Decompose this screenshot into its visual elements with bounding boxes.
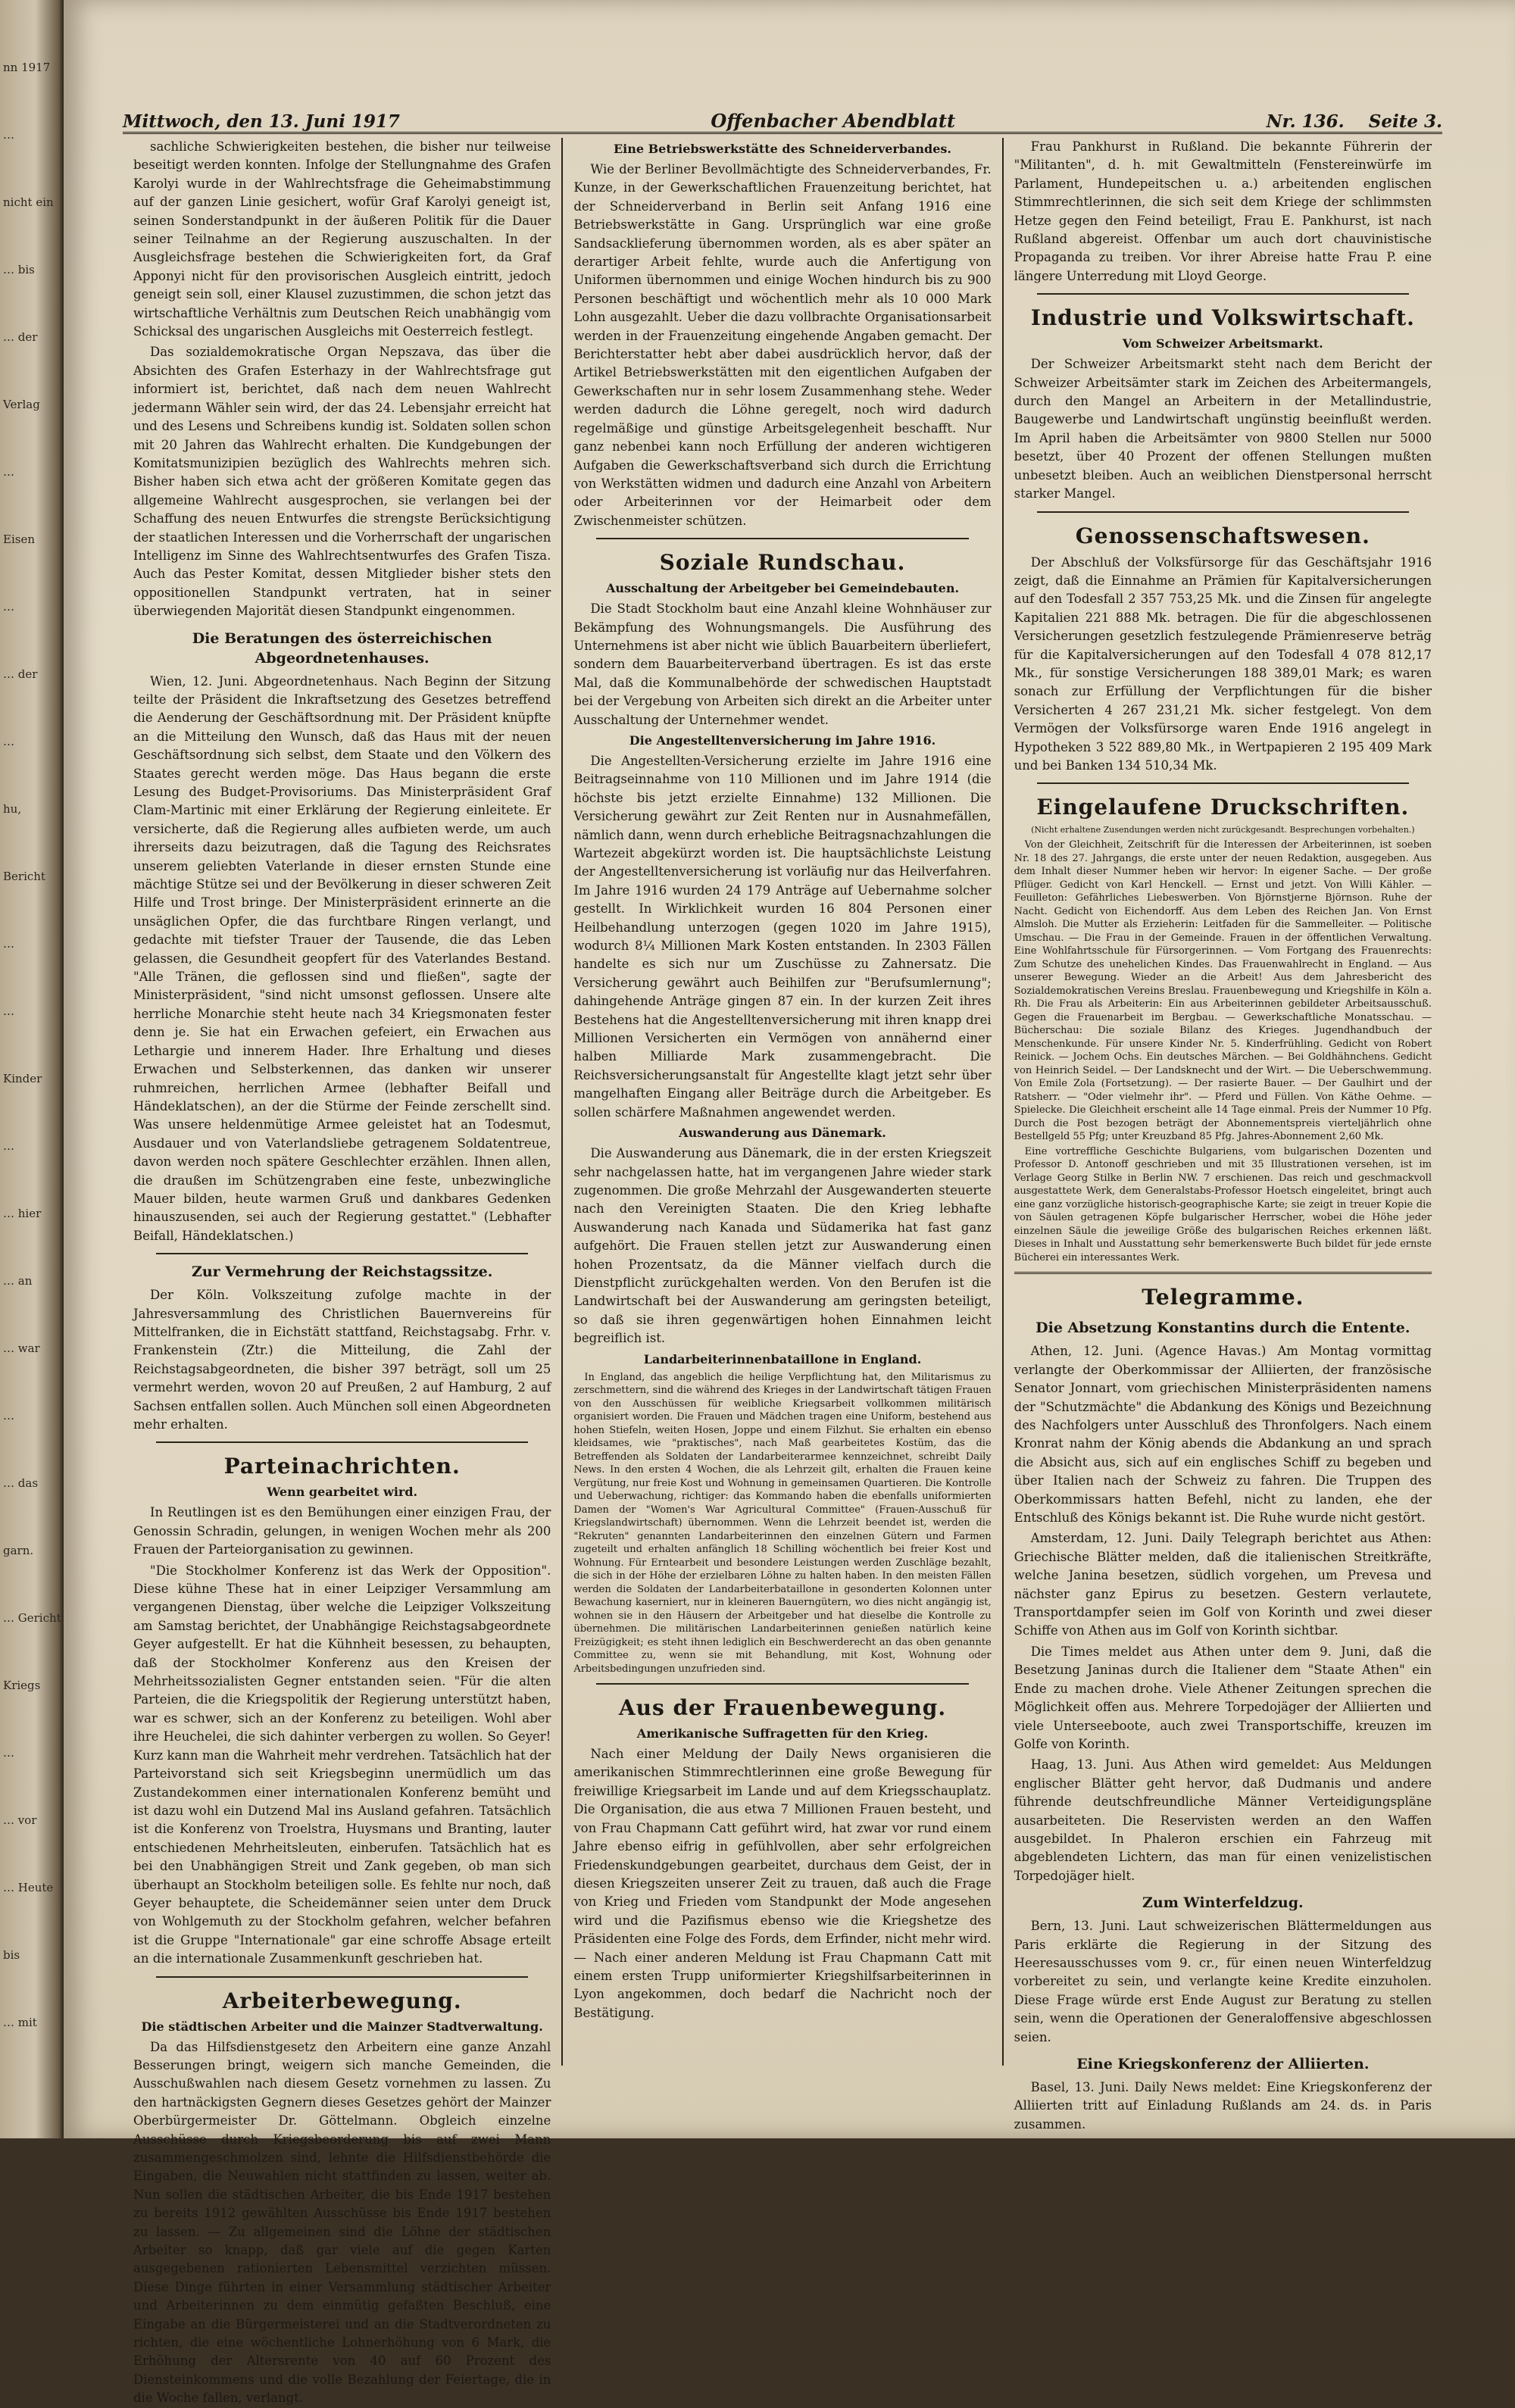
section-headline: Parteinachrichten. [223,1454,461,1479]
article-text: Eine vortreffliche Geschichte Bulgariens, vom bulgarischen Dozenten und Professor D. Antonoff geschrieben und mit 35 Illustrationen versehen, ist im Verlage Georg Stilke in Berlin NW. 7 erschienen. Das reich und geschmackvoll ausgestattete Werk, dem Generalstabs-Professor Hoetsch eingeleitet, bringt auch eine ganz vorzügliche historisch-geographische Karte; sie zeigt in treuer Kopie die von Säulen getragenen Köpfe bulgarischer Herrscher, wobei die Höhe jeder einzelnen Säule die jeweilige Größe des bulgarischen Reiches erkennen läßt. Dieses in Inhalt und Ausstattung sehr bemerkenswerte Buch bildet für jede ernste Bücherei ein interessantes Werk. [1014,1145,1432,1263]
article-text: sachliche Schwierigkeiten bestehen, die bisher nur teilweise beseitigt werden konnten. Infolge der Stellungnahme des Grafen Karolyi wurde in der Wahlrechtsfrage die Geheimabstimmung auf der ganzen Linie gesichert, wofür Graf Karolyi geneigt ist, seinen Sonderstandpunkt in der äußeren Politik für die Dauer seiner Teilnahme an der Regierung auszuschalten. In der Ausgleichsfrage bestehen die Schwierigkeiten fort, da Graf Apponyi nicht für den provisorischen Ausgleich eintritt, jedoch geneigt sein soll, einer Klausel zuzustimmen, die schon jetzt das wirtschaftliche Verhältnis zum Deutschen Reich unabhängig vom Schicksal des ungarischen Ausgleichs mit Oesterreich festlegt. [133,139,551,339]
columns [123,138,1442,2406]
article-text: Frau Pankhurst in Rußland. Die bekannte Führerin der "Militanten", d. h. mit Gewaltmitteln (Fenstereinwürfe im Parlament, Hundepeitschen u. a.) arbeitenden englischen Stimmrechtlerinnen, die sich seit dem Kriege der schlimmsten Hetze gegen den Feind beteiligt, Frau E. Pankhurst, ist nach Rußland abgereist. Offenbar um auch dort chauvinistische Propaganda zu treiben. Vor ihrer Abreise hatte Frau P. eine längere Unterredung mit Lloyd George. [1014,139,1432,283]
article-text: Der Schweizer Arbeitsmarkt steht nach dem Bericht der Schweizer Arbeitsämter stark im Zeichen des Arbeitermangels, durch den Mangel an Arbeitern in der Metallindustrie, Baugewerbe und Landwirtschaft ungünstig beeinflußt werden. Im April haben die Arbeitsämter von 9800 Stellen nur 5000 besetzt, über 40 Prozent der offenen Stellungen mußten unbesetzt bleiben. Auch an weiblichen Dienstpersonal herrscht starker Mangel. [1014,357,1432,501]
article-text: Die Angestellten-Versicherung erzielte im Jahre 1916 eine Beitragseinnahme von 110 Millionen und im Jahre 1914 (die höchste bis jetzt erzielte Einnahme) 132 Millionen. Die Versicherung gewährt zur Zeit Renten nur in Ausnahmefällen, nämlich dann, wenn durch erhebliche Beitragsnachzahlungen die Wartezeit abgekürzt worden ist. Die hauptsächlichste Leistung der Angestelltenversicherung ist vorläufig nur das Heilverfahren. Im Jahre 1916 wurden 24 179 Anträge auf Uebernahme solcher gestellt. In Wirklichkeit wurden 16 804 Personen einer Heilbehandlung unterzogen (gegen 1020 im Jahre 1915), wodurch 8¼ Millionen Mark Kosten entstanden. In 2303 Fällen handelte es sich nur um Zuschüsse zu Zahnersatz. Die Versicherung gewährt auch Beihilfen zur "Berufsumlernung"; dahingehende Anträge gingen 87 ein. In der kurzen Zeit ihres Bestehens hat die Angestelltenversicherung mit ihren knapp drei Millionen Versicherten ein Vermögen von annähernd einer halben Milliarde Mark zusammengebracht. Die Reichsversicherungsanstalt für Angestellte klagt jetzt sehr über mangelhaften Eingang aller Beiträge durch die Arbeitgeber. Es sollen schärfere Maßnahmen angewendet werden. [573,753,992,1120]
section-headline: Industrie und Volkswirtschaft. [1030,305,1415,331]
margin-fragment: … [3,937,14,951]
margin-fragment: … Gericht [3,1611,61,1625]
column-3 [1004,138,1442,2132]
margin-fragment: … das [3,1476,39,1490]
margin-fragment: hu, [3,802,22,816]
margin-fragment: nn 1917 [3,61,51,74]
margin-fragment: … [3,465,14,479]
article-text: In Reutlingen ist es den Bemühungen einer einzigen Frau, der Genossin Schradin, gelungen, in wenigen Wochen mehr als 200 Frauen der Parteiorganisation zu gewinnen. [133,1505,551,1557]
article-text: Basel, 13. Juni. Daily News meldet: Eine Kriegskonferenz der Alliierten tritt auf Einladung Rußlands am 24. ds. in Paris zusammen. [1014,2080,1432,2132]
margin-fragment: … [3,1409,14,1423]
header-date: Mittwoch, den 13. Juni 1917 [123,111,400,132]
article-text: Da das Hilfsdienstgesetz den Arbeitern eine ganze Anzahl Besserungen bringt, weigern sich manche Gemeinden, die Ausschußwahlen nach diesem Gesetz vornehmen zu lassen. Zu den hartnäckigsten Gegnern dieses Gesetzes gehört der Mainzer Oberbürgermeister Dr. Göttelmann. Obgleich einzelne Ausschüsse durch Kriegsbeorderung bis auf zwei Mann zusammengeschmolzen sind, lehnte die Hilfsdienstbehörde die Eingaben, die Neuwahlen nicht stattfinden zu lassen, weiter ab. Nun sollen die städtischen Arbeiter, die bis Ende 1917 bestehen zu bereits 1912 gewählten Ausschüsse bis Ende 1917 bestehen zu lassen. — Zu allgemeinen sind die Löhne der städtischen Arbeiter so knapp, daß gar viele auf die gegen Karten ausgegebenen rationierten Lebensmittel verzichten müssen. Diese Dinge führten in einer Versammlung städtischer Arbeiter und Arbeiterinnen zu dem einmütig gefaßten Beschluß, eine Eingabe an die Bürgermeisterei und an die Stadtverordneten zu richten, die eine wöchentliche Lohnerhöhung von 6 Mark, die Erhöhung der Altersrente von 40 auf 60 Prozent des Diensteinkommens und die volle Bezahlung der Feiertage, die in die Woche fallen, verlangt. [133,2039,551,2406]
article-text: Amsterdam, 12. Juni. Daily Telegraph berichtet aus Athen: Griechische Blätter melden, daß die italienischen Streitkräfte, welche Janina besetzen, südlich vorgehen, um Prevesa und nächster ganz Epirus zu besetzen. Gestern verlautete, Transportdampfer seien im Golf von Korinth und zwei dieser Schiffe von Athen aus im Golf von Korinth sichtbar. [1014,1531,1432,1638]
column-1 [123,138,563,2406]
article-text: In England, das angeblich die heilige Verpflichtung hat, den Militarismus zu zerschmettern, sind die während des Krieges in der Landwirtschaft tätigen Frauen von den Ausschüssen für weibliche Kriegsarbeit vollkommen militärisch organisiert worden. Die Frauen und Mädchen tragen eine Uniform, bestehend aus hohen Stiefeln, weiten Hosen, Joppe und einem Filzhut. Sie erhalten ein ebenso kleidsames, wie "praktisches", nach Maß gearbeitetes Kostüm, das die Betreffenden als Soldaten der Landarbeiterarmee kennzeichnet, schreibt Daily News. In den ersten 4 Wochen, die als Lehrzeit gilt, erhalten die Frauen keine Vergütung, nur freie Kost und Wohnung in gemeinsamen Quartieren. Die Kontrolle und Ueberwachung, richtiger: das Kommando haben die ebenfalls uniformierten Damen der "Women's War Agricultural Committee" (Frauen-Ausschuß für Kriegslandwirtschaft) übernommen. Wenn die Lehrzeit beendet ist, werden die "Rekruten" genannten Landarbeiterinnen den einzelnen Gütern und Farmen zugeteilt und erhalten anfänglich 18 Schilling wöchentlich bei freier Kost und Wohnung. Für Erntearbeit und besondere Leistungen werden Zuschläge bezahlt, die sich in der Höhe der erzielbaren Löhne zu halten haben. In den meisten Fällen werden die Soldaten der Landarbeiterbataillone in gesonderten Kolonnen unter Bewachung kaserniert, nur in kleineren Bauerngütern, wo dies nicht angängig ist, wohnen sie in den Häusern der Arbeitgeber und hat dieselbe die Kontrolle zu übernehmen. Die militärischen Landarbeiterinnen genießen natürlich keine Freizügigkeit; es steht ihnen lediglich ein Beschwerderecht an das oben genannte Committee zu, wenn sie mit Behandlung, mit Kost, Wohnung oder Arbeitsbedingungen unzufrieden sind. [573,1371,992,1675]
margin-fragment: Verlag [3,398,40,411]
article-subheadline: Wenn gearbeitet wird. [267,1485,418,1500]
article-headline: Landarbeiterinnenbataillone in England. [643,1351,922,1366]
article-subheadline: Vom Schweizer Arbeitsmarkt. [1122,336,1323,351]
section-headline: Aus der Frauenbewegung. [618,1695,947,1721]
margin-fragment: nicht ein [3,195,54,209]
article-text: "Die Stockholmer Konferenz ist das Werk der Opposition". Diese kühne These hat in einer Leipziger Versammlung am vergangenen Dienstag, über welche die Leipziger Volkszeitung am Samstag berichtet, der Unabhängige Reichstagsabgeordnete Geyer aufgestellt. Er hat die Kühnheit besessen, zu behaupten, daß der Stockholmer Konferenz aus den Kreisen der Mehrheitssozialisten Gegner entstanden seien. "Für die alten Parteien, die die Kriegspolitik der Regierung unterstützt haben, war es schwer, sich an der Konferenz zu beteiligen. Wohl aber ihre Heuchelei, die sich dahinter verbergen zu wollen. So Geyer! Kurz kann man die Wahrheit mehr verdrehen. Tatsächlich hat der Parteivorstand sich seit Kriegsbeginn unermüdlich um das Zustandekommen einer internationalen Konferenz bemüht und ist dazu wohl ein Dutzend Mal ins Ausland gefahren. Tatsächlich ist die Konferenz von Troelstra, Huysmans und Branting, lauter entschiedenen Mehrheitsleuten, einberufen. Tatsächlich hat es bei den Unabhängigen Streit und Zank gegeben, ob man sich überhaupt an Stockholm beteiligen solle. Es fehlte nur noch, daß Geyer behauptete, die Scheidemänner seien unter dem Druck von Wohlgemuth zu der Stockholm gefahren, welcher befahren ist die Gruppe "Internationale" gar eine schroffe Absage erteilt an die internationale Zusammenkunft geschrieben hat. [133,1563,551,1966]
margin-fragment: … der [3,667,38,681]
margin-fragment: … [3,1004,14,1018]
header-page: Seite 3. [1368,111,1442,132]
section-note: (Nicht erhaltene Zusendungen werden nicht zurückgesandt. Besprechungen vorbehalten.) [1031,825,1415,835]
divider [596,538,968,539]
header-paper-title: Offenbacher Abendblatt [711,110,956,132]
adjacent-page-margin [0,0,64,2138]
margin-fragment: … [3,1746,14,1760]
margin-fragment: Kriegs [3,1679,41,1692]
divider [1014,1272,1432,1274]
article-text: Wie der Berliner Bevollmächtigte des Schneiderverbandes, Fr. Kunze, in der Gewerkschaftlichen Frauenzeitung berichtet, hat der Schneiderverband in Berlin seit Anfang 1916 eine Betriebswerkstätte in Gang. Ursprünglich war eine große Sandsacklieferung übernommen worden, als es aber später an derartiger Arbeit fehlte, wurde auch die Anfertigung von Uniformen übernommen und einige Wochen hindurch bis zu 900 Personen beschäftigt und wöchentlich mehr als 10 000 Mark Lohn ausgezahlt. Ueber die dazu vollbrachte Organisationsarbeit werden in der Frauenzeitung eingehende Angaben gemacht. Der Berichterstatter hebt aber dabei ausdrücklich hervor, daß der Artikel Betriebswerkstätten mit den eigentlichen Aufgaben der Gewerkschaften nur in sehr losem Zusammenhang stehe. Weder werden dadurch die Löhne geregelt, noch wird dadurch regelmäßige und günstige Arbeitsgelegenheit beschafft. Nur ganz nebenbei kann noch Erfüllung der anderen wichtigeren Aufgaben die Gewerkschaftsverband sich durch die Errichtung von Werkstätten widmen und dadurch eine Anzahl von Arbeitern oder Arbeiterinnen vor der Heimarbeit oder dem Zwischenmeister schützen. [573,162,992,528]
divider [156,1441,528,1443]
margin-fragment: … mit [3,2016,37,2029]
margin-fragment: … der [3,330,38,344]
article-text: Das sozialdemokratische Organ Nepszava, das über die Absichten des Grafen Esterhazy in der Wahlrechtsfrage gut informiert ist, berichtet, daß nach dem neuen Wahlrecht jedermann Wähler sein wird, der das 24. Lebensjahr erreicht hat und des Lesens und Schreibens kundig ist. Soldaten sollen schon mit 20 Jahren das Wahlrecht erhalten. Die Kundgebungen der Komitatsmunizipien bezüglich des Wahlrechts mehren sich. Bisher haben sich etwa acht der größeren Komitate gegen das allgemeine Wahlrecht ausgesprochen, sie verlangen bei der Schaffung des neuen Entwurfes die strengste Berücksichtigung der staatlichen Interessen und die Vorherrschaft der ungarischen Intelligenz im Sinne des Wahlrechtsentwurfes des Grafen Tisza. Auch das Pester Komitat, dessen Mitglieder bisher stets den oppositionellen Standpunkt vertraten, hat in seiner überwiegenden Majorität diesen Standpunkt eingenommen. [133,345,551,619]
article-text: Der Köln. Volkszeitung zufolge machte in der Jahresversammlung des Christlichen Bauernvereins für Mittelfranken, die in Eichstätt stattfand, Reichstagsabg. Frhr. v. Frankenstein (Ztr.) die Mitteilung, die Zahl der Reichstagsabgeordneten, die bisher 397 beträgt, soll um 25 vermehrt werden, wovon 20 auf Preußen, 2 auf Hamburg, 2 auf Sachsen entfallen sollen. Auch München soll einen Abgeordneten mehr erhalten. [133,1288,551,1432]
article-headline: Auswanderung aus Dänemark. [679,1126,886,1141]
article-subheadline: Die städtischen Arbeiter und die Mainzer Stadtverwaltung. [141,2019,543,2034]
margin-fragment: … [3,735,14,748]
article-text: Die Auswanderung aus Dänemark, die in der ersten Kriegszeit sehr nachgelassen hatte, hat im vergangenen Jahre wieder stark zugenommen. Die große Mehrzahl der Ausgewanderten steuerte nach den Vereinigten Staaten. Die den Krieg lebhafte Auswanderung nach Kanada und Südamerika hat fast ganz aufgehört. Die Frauen stellen jetzt zur Auswanderung einen hohen Prozentsatz, da die Männer vielfach durch die Dienstpflicht zurückgehalten werden. Von den Berufen ist die Landwirtschaft bei der Auswanderung am geringsten beteiligt, so daß sie ihren gegenwärtigen hohen Einnahmen leicht begreiflich ist. [573,1146,992,1346]
article-subheadline: Ausschaltung der Arbeitgeber bei Gemeindebauten. [605,581,960,596]
margin-fragment: Kinder [3,1072,42,1085]
section-headline: Genossenschaftswesen. [1075,523,1370,548]
section-headline: Eingelaufene Druckschriften. [1036,795,1410,820]
margin-fragment: Eisen [3,533,35,546]
article-text: Athen, 12. Juni. (Agence Havas.) Am Montag vormittag verlangte der Oberkommissar der Alliierten, der französische Senator Jonnart, vom griechischen Ministerpräsidenten namens der "Schutzmächte" die Abdankung des Königs und Bezeichnung des Nachfolgers unter Ausschluß des Thronfolgers. Nach einem Kronrat nahm der König abends die Abdankung an und sprach die Absicht aus, sich auf ein englisches Schiff zu begeben und über Italien nach der Schweiz zu fahren. Die Truppen des Oberkommissars hatten Befehl, nicht zu landen, ehe der Entschluß des Königs bekannt ist. Die Ruhe wurde nicht gestört. [1014,1344,1432,1526]
newspaper-page [64,0,1515,2406]
margin-fragment: garn. [3,1544,34,1557]
margin-fragment: … vor [3,1813,37,1827]
margin-fragment: … Heute [3,1881,54,1894]
article-text: Nach einer Meldung der Daily News organisieren die amerikanischen Stimmrechtlerinnen eine große Bewegung für freiwillige Kriegsarbeit im Lande und auf dem Kriegsschauplatz. Die Organisation, die aus etwa 7 Millionen Frauen besteht, und von Frau Chapmann Catt geführt wird, hat zwar vor rund einem Jahre ebenso eifrig in gefühlvollen, aber sehr erfolgreichen Friedenskundgebungen gearbeitet, durchaus dem Geist, der in diesen Kriegszeiten unserer Zeit zu trauen, daß auch die Frage von Krieg und Frieden vom Standpunkt der Mode angesehen wird und die Pazifismus ebenso wie die Kriegshetze des Präsidenten eine Folge des Fords, dem Erfinder, nicht mehr wird. — Nach einer anderen Meldung ist Frau Chapmann Catt mit einem ersten Trupp uniformierter Kriegshilfsarbeiterinnen in Lyon angekommen, doch bedarf die Nachricht noch der Bestätigung. [573,1747,992,2020]
article-text: Von der Gleichheit, Zeitschrift für die Interessen der Arbeiterinnen, ist soeben Nr. 18 des 27. Jahrgangs, die erste unter der neuen Redaktion, ausgegeben. Aus dem Inhalt dieser Nummer heben wir hervor: In eigener Sache. — Der große Pflüger. Gedicht von Karl Henckell. — Ernst und jetzt. Von Willi Kähler. — Feuilleton: Gefährliches Liebeswerben. Von Björnstjerne Björnson. Ruhe der Nacht. Gedicht von Eichendorff. Aus dem Leben des Reichen Jan. Von Ernst Almsloh. Die Mutter als Erzieherin: Leitfaden für die Sammelleiter. — Politische Umschau. — Die Frau in der Gemeinde. Frauen in der öffentlichen Verwaltung. Eine Wohlfahrtsschule für Fürsorgerinnen. — Vom Fortgang des Frauenrechts: Zum Schutze des unehelichen Kindes. Das Frauenwahlrecht in England. — Aus unserer Bewegung. Wieder an die Arbeit! Aus dem Jahresbericht des Sozialdemokratischen Vereins Breslau. Frauenbewegung und Kriegshilfe in Köln a. Rh. Die Frau als Arbeiterin: Ein aus Arbeiterinnen gebildeter Arbeitsausschuß. Gegen die Frauenarbeit im Bergbau. — Gewerkschaftliche Monatsschau. — Bücherschau: Die soziale Bilanz des Krieges. Jugendhandbuch der Menschenkunde. Für unsere Kinder Nr. 5. Kinderfrühling. Gedicht von Robert Reinick. — Jochem Ochs. Ein deutsches Märchen. — Bei Goldhähnchens. Gedicht von Heinrich Seidel. — Der Landsknecht und der Wirt. — Die Ueberschwemmung. Von Emile Zola (Fortsetzung). — Der rasierte Bauer. — Der Gaulhirt und der Ratsherr. — "Oder vielmehr ihr". — Pferd und Füllen. Von Käthe Oehme. — Spielecke. Die Gleichheit erscheint alle 14 Tage einmal. Preis der Nummer 10 Pfg. Durch die Post bezogen beträgt der Abonnementspreis vierteljährlich ohne Bestellgeld 55 Pfg; unter Kreuzband 85 Pfg. Jahres-Abonnement 2,60 Mk. [1014,839,1432,1143]
divider [1037,293,1409,295]
article-headline: Eine Betriebswerkstätte des Schneiderverbandes. [613,142,951,156]
margin-fragment: … an [3,1274,33,1288]
article-headline: Zur Vermehrung der Reichstagssitze. [191,1263,493,1281]
section-headline: Soziale Rundschau. [659,550,906,576]
section-headline: Arbeiterbewegung. [222,1988,462,2013]
article-text: Die Stadt Stockholm baut eine Anzahl kleine Wohnhäuser zur Bekämpfung des Wohnungsmangels. Die Ausführung des Unternehmens ist aber nicht wie üblich Bauarbeitern überliefert, sondern dem Bauarbeiterverband übertragen. Es ist das erste Mal, daß die Kommunalbehörde der schwedischen Hauptstadt bei der Vergebung von Arbeiten sich direkt an die Arbeiter unter Ausschaltung der Unternehmer wendet. [573,601,992,727]
margin-fragment: Bericht [3,870,45,883]
article-headline: Die Absetzung Konstantins durch die Entente. [1036,1320,1410,1337]
header-issue: Nr. 136. [1266,111,1345,132]
fine-print-block [573,1371,991,1676]
margin-fragment: … hier [3,1207,42,1220]
article-headline: Eine Kriegskonferenz der Alliierten. [1076,2056,1370,2072]
article-text: Wien, 12. Juni. Abgeordnetenhaus. Nach Beginn der Sitzung teilte der Präsident die Inkraftsetzung des Gesetzes betreffend die Aenderung der Geschäftsordnung mit. Der Präsident knüpfte an die Mitteilung den Wunsch, daß das Haus mit der neuen Geschäftsordnung sich selbst, dem Staate und den Völkern des Staates gerecht werden möge. Das Haus begann die erste Lesung des Budget-Provisoriums. Das Ministerpräsident Graf Clam-Martinic mit einer Erklärung der Regierung einleitete. Er versicherte, daß die Regierung alles aufbieten werde, um auch ihrerseits dazu beizutragen, daß die Tagung des Reichsrates unserem geliebten Vaterlande in dieser ernsten Stunde eine mächtige Stütze sei und der Bevölkerung in dieser schweren Zeit Hilfe und Trost bringe. Der Ministerpräsident erinnerte an die unsäglichen Opfer, die das furchtbare Ringen verlangt, und gedachte mit tiefster Trauer der Tausende, die das Leben gelassen, die Gesundheit geopfert für des Vaterlandes Bestand. "Alle Tränen, die geflossen sind und fließen", sagte der Ministerpräsident, "sind nicht umsonst geflossen. Unsere alte herrliche Monarchie steht heute nach 34 Kriegsmonaten fester denn je. Sie hat ein Erwachen gefeiert, ein Erwachen aus Lethargie und innerem Hader. Ihre Erhaltung und dieses Erwachen und Selbsterkennen, das danken wir unserer ruhmreichen, herrlichen Armee (lebhafter Beifall und Händeklatschen), an der die Stürme der Feinde zerschellt sind. Was unsere heldenmütige Armee geleistet hat an Todesmut, Ausdauer und von Vaterlandsliebe getragenem Soldatentreue, davon werden noch spätere Geschlechter erzählen. Ihnen allen, die draußen im Schützengraben eine feste, unbezwingliche Mauer bilden, heute warmen Gruß und dankbares Gedenken hinauszusenden, sei auch der Regierung gestattet." (Lebhafter Beifall, Händeklatschen.) [133,673,551,1243]
article-headline: Die Beratungen des österreichischen Abgeordnetenhauses. [192,629,492,667]
article-text: Die Times meldet aus Athen unter dem 9. Juni, daß die Besetzung Janinas durch die Italiener dem "Staate Athen" ein Ende zu machen drohe. Viele Athener Zeitungen sprechen die Möglichkeit offen aus. Mehrere Torpedojäger der Alliierten und viele Unterseeboote, auch zwei Transportschiffe, kreuzen im Golfe von Korinth. [1014,1644,1432,1751]
divider [156,1976,528,1978]
article-headline: Die Angestelltenversicherung im Jahre 1916. [629,732,936,748]
divider [1037,511,1409,513]
article-subheadline: Amerikanische Suffragetten für den Krieg. [636,1726,929,1741]
margin-fragment: … [3,1139,14,1153]
article-text: Haag, 13. Juni. Aus Athen wird gemeldet: Aus Meldungen englischer Blätter geht hervor, daß Dudmanis und andere führende deutschfreundliche Männer Verteidigungspläne ausarbeiteten. Die Reservisten werden an den Waffen ausgebildet. In Phaleron erschien ein Fahrzeug mit abgeblendeten Lichtern, das man für einen venizelistischen Torpedojäger hielt. [1014,1757,1432,1883]
article-text: Der Abschluß der Volksfürsorge für das Geschäftsjahr 1916 zeigt, daß die Einnahme an Prämien für Kapitalversicherungen auf den Todesfall 2 357 753,25 Mk. und die Zinsen für angelegte Kapitalien 221 888 Mk. betragen. Die für die abgeschlossenen Versicherungen gesetzlich festzulegende Prämienreserve beträg für die Kapitalversicherungen auf den Todesfall 4 078 812,17 Mk., für sonstige Versicherungen 188 389,01 Mark; es waren sonach zur Erfüllung der Verpflichtungen für die bisher Versicherten 4 267 231,21 Mk. sicher festgelegt. Von dem Vermögen der Volksfürsorge waren Ende 1916 angelegt in Hypotheken 3 522 889,80 Mk., in Wertpapieren 2 195 409 Mark und bei Banken 134 510,34 Mk. [1014,554,1432,773]
divider [1037,782,1409,784]
margin-fragment: … [3,128,14,142]
margin-fragment: bis [3,1948,20,1962]
margin-fragment: … war [3,1341,40,1355]
page-header [123,94,1442,132]
section-headline: Telegramme. [1142,1285,1304,1310]
column-2 [563,138,1003,2066]
margin-fragment: … [3,600,14,614]
article-headline: Zum Winterfeldzug. [1142,1894,1304,1912]
divider [156,1253,528,1254]
fine-print-block [1014,839,1432,1264]
margin-fragment: … bis [3,263,35,276]
article-text: Bern, 13. Juni. Laut schweizerischen Blättermeldungen aus Paris erklärte die Regierung in der Sitzung des Heeresausschusses vom 9. cr., für einen neuen Winterfeldzug vorbereitet zu sein, und verlangte keine Kredite einzuholen. Diese Frage würde erst Ende August zur Beratung zu stellen sein, wenn die Operationen der Generaloffensive abgeschlossen seien. [1014,1919,1432,2044]
header-rule [123,132,1442,134]
divider [596,1683,968,1685]
